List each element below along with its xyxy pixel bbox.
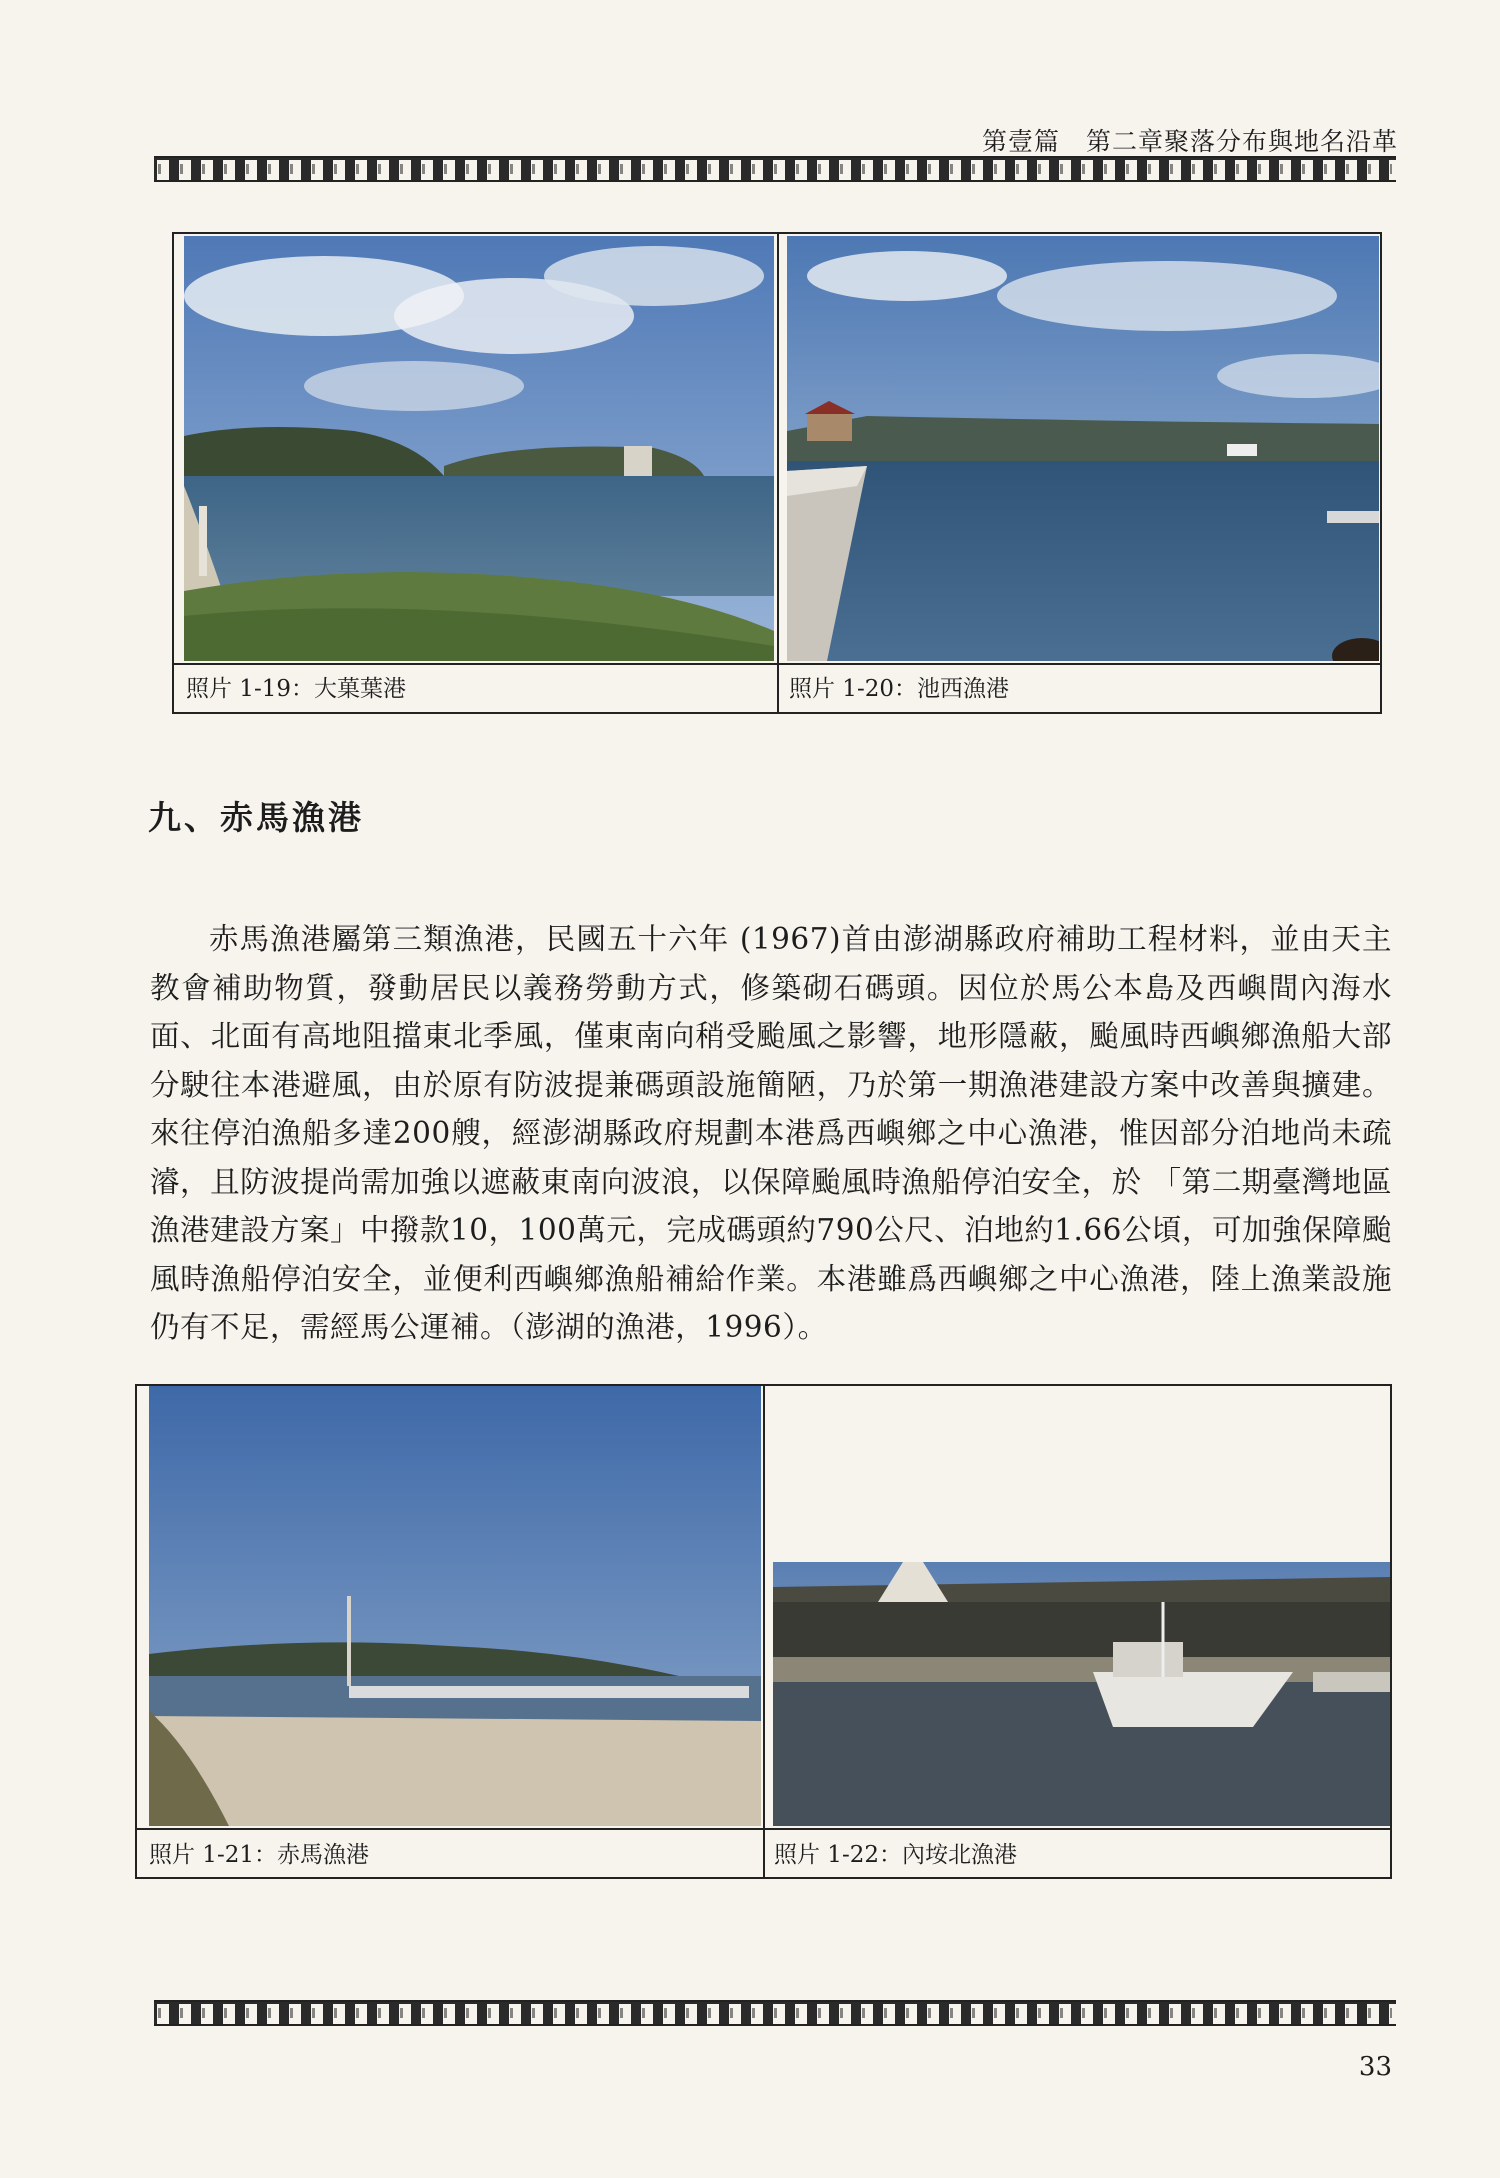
page-number: 33 (1358, 2052, 1392, 2082)
photo-grid-top (172, 232, 1382, 714)
body-paragraph: 赤馬漁港屬第三類漁港，民國五十六年 (1967)首由澎湖縣政府補助工程材料，並由天主教會補助物質，發動居民以義務勞動方式，修築砌石碼頭。因位於馬公本島及西嶼間內海水面、北面有高地阻擋東北季風，僅東南向稍受颱風之影響，地形隱蔽，颱風時西嶼鄉漁船大部分駛往本港避風，由於原有防波提兼碼頭設施簡陋，乃於第一期漁港建設方案中改善與擴建。來往停泊漁船多達200艘，經澎湖縣政府規劃本港爲西嶼鄉之中心漁港，惟因部分泊地尚未疏濬，且防波提尚需加強以遮蔽東南向波浪，以保障颱風時漁船停泊安全，於 「第二期臺灣地區漁港建設方案」中撥款10，100萬元，完成碼頭約790公尺、泊地約1.66公頃，可加強保障颱風時漁船停泊安全，並便利西嶼鄉漁船補給作業。本港雖爲西嶼鄉之中心漁港，陸上漁業設施仍有不足，需經馬公運補。（澎湖的漁港，1996）。 (150, 922, 1392, 1344)
photo-caption: 照片 1-22：內垵北漁港 (774, 1842, 1017, 1868)
photo-caption: 照片 1-20：池西漁港 (789, 676, 1009, 702)
section-heading: 九、赤馬漁港 (148, 798, 364, 837)
photo-caption: 照片 1-19：大菓葉港 (186, 676, 406, 702)
decorative-border-bottom (154, 2000, 1396, 2026)
decorative-border-top (154, 156, 1396, 182)
photo-neian-north-harbor (773, 1562, 1390, 1826)
photo-caption: 照片 1-21：赤馬漁港 (149, 1842, 369, 1868)
photo-dayeye-harbor (184, 236, 774, 661)
photo-chima-harbor (149, 1386, 761, 1826)
photo-grid-bottom (135, 1384, 1392, 1879)
photo-chixi-harbor (787, 236, 1379, 661)
running-header: 第壹篇 第二章聚落分布與地名沿革 (981, 127, 1398, 156)
